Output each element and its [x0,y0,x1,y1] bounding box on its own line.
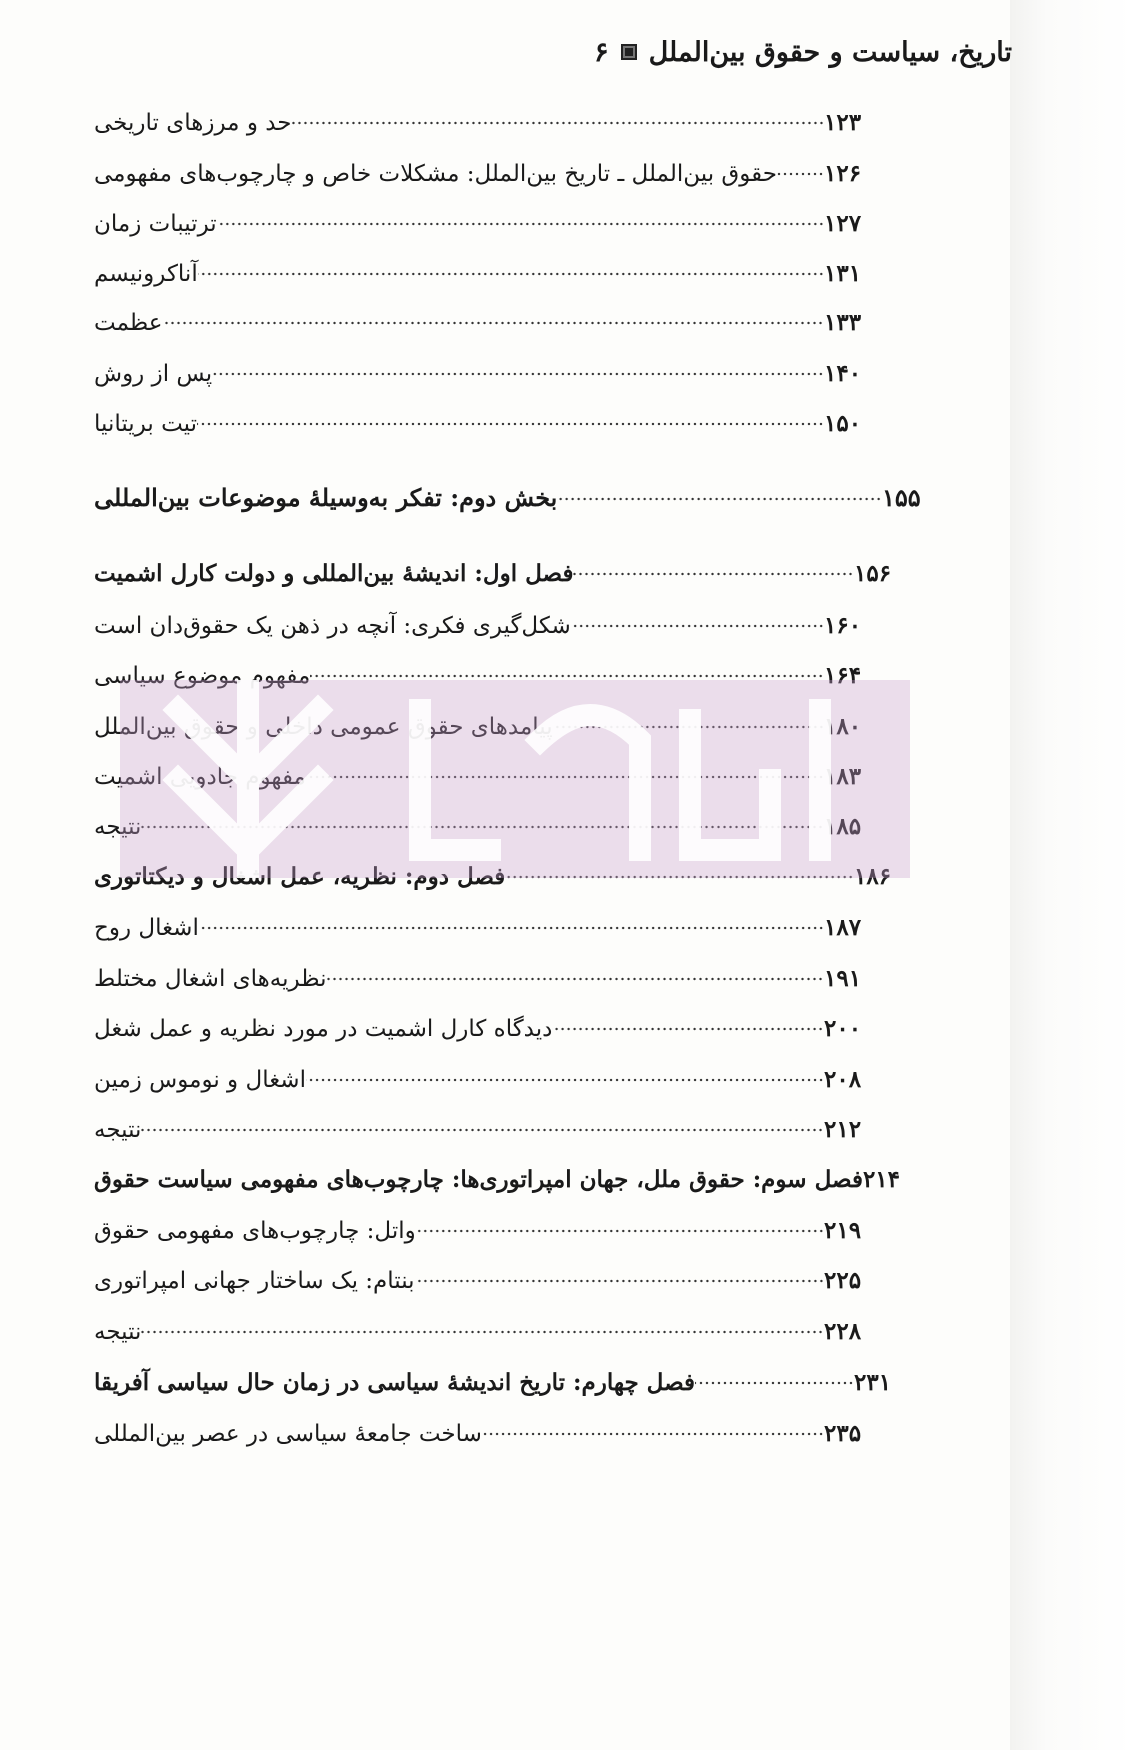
toc-entry[interactable] [90,1403,868,1447]
toc-entry-page: ۱۴۰ [824,360,862,387]
toc-entry-page: ۲۱۲ [824,1116,862,1143]
toc-entry[interactable] [90,998,868,1042]
toc-entry-title: بنتام: یک ساختار جهانی امپراتوری [94,1268,415,1294]
toc-entry-page: ۲۱۴ [862,1166,901,1193]
toc-entry[interactable] [90,796,868,840]
toc-entry[interactable] [90,243,868,287]
toc-entry-page: ۲۲۵ [824,1267,862,1294]
toc-entry[interactable] [90,193,868,237]
dot-leader [326,975,824,983]
toc-entry-title: بخش دوم: تفکر به‌وسیلهٔ موضوعات بین‌المللی [94,483,558,512]
dot-leader [505,873,854,881]
toc-entry-page: ۲۲۸ [824,1318,862,1345]
toc-entry-page: ۲۱۹ [824,1217,862,1244]
toc-entry-title: فصل چهارم: تاریخ اندیشهٔ سیاسی در زمان حال سیاسی آفریقا [94,1369,696,1396]
toc-entry-page: ۱۸۳ [824,763,862,790]
toc-entry-title: حقوق بین‌الملل ـ تاریخ بین‌الملل: مشکلات خاص و چارچوب‌های مفهومی [94,161,777,187]
toc-entry-title: شکل‌گیری فکری: آنچه در ذهن یک حقوق‌دان است [94,613,571,639]
toc-entry-title: حد و مرزهای تاریخی [94,110,292,136]
toc-part-heading[interactable] [90,468,926,512]
dot-leader [212,370,824,378]
toc-entry-title: نتیجه [94,1117,142,1143]
toc-entry-page: ۲۰۰ [824,1015,862,1042]
toc-entry-page: ۱۶۴ [824,662,862,689]
toc-entry-title: فصل دوم: نظریه، عمل اشغال و دیکتاتوری [94,863,506,890]
toc-entry[interactable] [90,92,868,136]
toc-entry-title: تیت بریتانیا [94,411,198,437]
toc-entry-page: ۱۵۵ [882,483,921,512]
toc-entry-title: ترتیبات زمان [94,211,217,237]
toc-entry-title: عظمت [94,310,163,336]
dot-leader [306,773,824,781]
dot-leader [141,1126,824,1134]
toc-chapter-heading[interactable] [90,846,898,890]
dot-leader [292,119,824,127]
toc-chapter-heading[interactable] [90,1149,901,1193]
toc-entry[interactable] [90,1200,868,1244]
toc-entry[interactable] [90,393,868,437]
toc-entry[interactable] [90,1099,868,1143]
dot-leader [777,170,824,178]
toc-entry[interactable] [90,1250,868,1294]
toc-entry-page: ۱۳۱ [824,260,862,287]
dot-leader [199,924,824,932]
toc-entry-page: ۱۸۰ [824,713,862,740]
toc-entry[interactable] [90,696,868,740]
toc-entry[interactable] [90,948,868,992]
toc-entry-title: آناکرونیسم [94,261,198,287]
toc-entry-page: ۱۸۵ [824,813,862,840]
toc-entry-title: فصل سوم: حقوق ملل، جهان امپراتوری‌ها: چارچوب‌های مفهومی سیاست حقوق [94,1166,863,1193]
dot-leader [198,270,824,278]
dot-leader [482,1430,824,1438]
dot-leader [141,1328,824,1336]
toc-entry-title: نظریه‌های اشغال مختلط [94,966,327,992]
dot-leader [197,420,824,428]
dot-leader [571,622,824,630]
toc-entry[interactable] [90,746,868,790]
dot-leader [553,723,824,731]
toc-entry-page: ۱۶۰ [824,612,862,639]
toc-entry[interactable] [90,897,868,941]
toc-entry-title: مفهوم موضوع سیاسی [94,663,311,689]
toc-entry-page: ۱۸۶ [854,863,892,890]
toc-entry-page: ۱۵۶ [854,560,892,587]
toc-entry-page: ۱۹۱ [824,965,862,992]
toc-entry[interactable] [90,1049,868,1093]
page-number: ۶ [594,36,609,68]
toc-entry-title: مفهوم جادویی اشمیت [94,764,306,790]
toc-entry-page: ۱۳۳ [824,309,862,336]
toc-entry-title: پس از روش [94,361,213,387]
toc-entry[interactable] [90,645,868,689]
dot-leader [415,1277,824,1285]
toc-entry-title: اشغال روح [94,915,199,941]
toc-entry-title: نتیجه [94,1319,142,1345]
dot-leader [306,1076,824,1084]
dot-leader [695,1379,854,1387]
toc-entry[interactable] [90,292,868,336]
toc-chapter-heading[interactable] [90,543,898,587]
toc-entry-page: ۱۵۰ [824,410,862,437]
toc-entry-title: نتیجه [94,814,142,840]
dot-leader [573,570,854,578]
toc-entry-page: ۲۳۵ [824,1420,862,1447]
toc-entry-page: ۱۸۷ [824,914,862,941]
toc-entry-title: پیامدهای حقوق عمومی داخلی و حقوق بین‌الملل [94,714,553,740]
toc-entry[interactable] [90,595,868,639]
toc-entry-page: ۱۲۷ [824,210,862,237]
toc-entry[interactable] [90,143,868,187]
toc-entry-page: ۱۲۶ [824,160,862,187]
dot-leader [310,672,824,680]
toc-entry-page: ۲۰۸ [824,1066,862,1093]
dot-leader [552,1025,824,1033]
running-title: تاریخ، سیاست و حقوق بین‌الملل [648,36,1012,68]
toc-entry-title: دیدگاه کارل اشمیت در مورد نظریه و عمل شغل [94,1016,553,1042]
toc-entry[interactable] [90,1301,868,1345]
toc-entry-page: ۱۲۳ [824,109,862,136]
toc-entry[interactable] [90,343,868,387]
toc-entry-title: فصل اول: اندیشهٔ بین‌المللی و دولت کارل اشمیت [94,560,574,587]
dot-leader [416,1227,824,1235]
toc-entry-page: ۲۳۱ [854,1369,892,1396]
dot-leader [162,319,824,327]
toc-chapter-heading[interactable] [90,1352,898,1396]
dot-leader [557,495,882,503]
toc-entry-title: ساخت جامعهٔ سیاسی در عصر بین‌المللی [94,1421,482,1447]
dot-leader [217,220,824,228]
toc-entry-title: واتل: چارچوب‌های مفهومی حقوق [94,1218,416,1244]
toc-entry-title: اشغال و نوموس زمین [94,1067,306,1093]
dot-leader [141,823,824,831]
